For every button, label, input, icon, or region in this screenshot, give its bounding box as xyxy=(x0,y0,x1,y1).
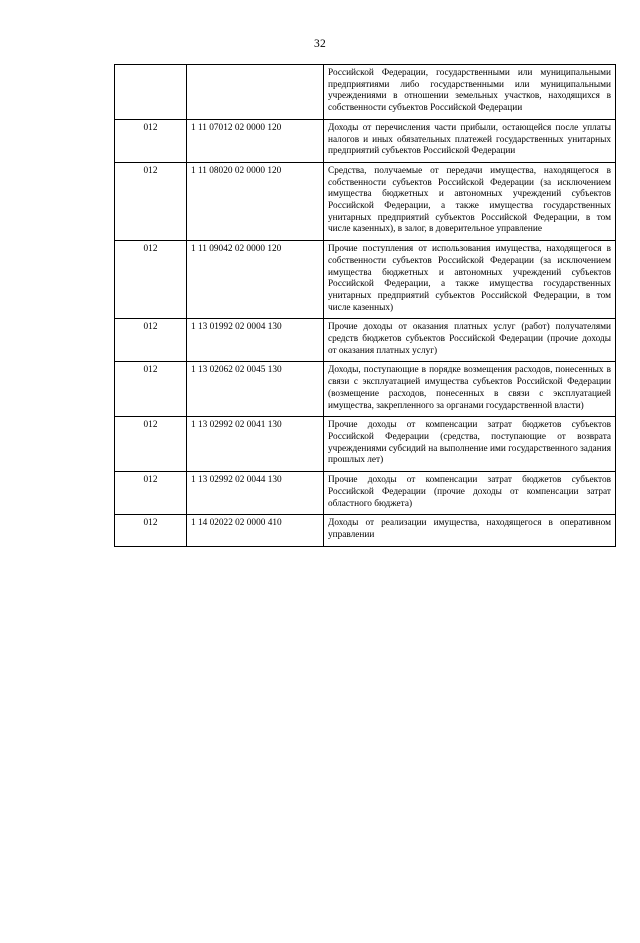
row-name-cell: Доходы от реализации имущества, находящегося в оперативном управлении xyxy=(324,515,616,546)
row-kbk-cell: 1 13 02062 02 0045 130 xyxy=(187,362,324,417)
page-number: 32 xyxy=(314,38,326,50)
row-name-cell: Российской Федерации, государственными или муниципальными предприятиями либо государственными или муниципальными учреждениями в отношении земельных участков, находящихся в собственности субъектов Российской Федерации xyxy=(324,65,616,120)
row-code-cell xyxy=(115,65,187,120)
row-name-cell: Прочие доходы от оказания платных услуг (работ) получателями средств бюджетов субъектов Российской Федерации (прочие доходы от оказания платных услуг) xyxy=(324,319,616,362)
row-code-cell: 012 xyxy=(115,515,187,546)
row-kbk-cell: 1 13 02992 02 0041 130 xyxy=(187,417,324,472)
row-kbk-cell: 1 13 02992 02 0044 130 xyxy=(187,472,324,515)
row-name-cell: Прочие доходы от компенсации затрат бюджетов субъектов Российской Федерации (средства, поступающие от возврата учреждениями субсидий на выполнение ими государственного задания прошлых лет) xyxy=(324,417,616,472)
table-row xyxy=(115,119,616,162)
document-page xyxy=(0,38,640,943)
row-code-cell: 012 xyxy=(115,472,187,515)
row-kbk-cell: 1 13 01992 02 0004 130 xyxy=(187,319,324,362)
table-row xyxy=(115,162,616,240)
row-code-cell: 012 xyxy=(115,119,187,162)
row-kbk-cell: 1 11 08020 02 0000 120 xyxy=(187,162,324,240)
row-name-cell: Средства, получаемые от передачи имущества, находящегося в собственности субъектов Российской Федерации (за исключением имущества бюджетных и автономных учреждений субъектов Российской Федерации, а также имущества государственных унитарных предприятий субъектов Российской Федерации, в том числе казенных), в залог, в доверительное управление xyxy=(324,162,616,240)
row-name-cell: Прочие доходы от компенсации затрат бюджетов субъектов Российской Федерации (прочие доходы от компенсации затрат областного бюджета) xyxy=(324,472,616,515)
row-code-cell: 012 xyxy=(115,319,187,362)
table-body xyxy=(115,65,616,547)
row-code-cell: 012 xyxy=(115,241,187,319)
table-row xyxy=(115,241,616,319)
table-row xyxy=(115,362,616,417)
row-code-cell: 012 xyxy=(115,162,187,240)
row-name-cell: Доходы от перечисления части прибыли, остающейся после уплаты налогов и иных обязательных платежей государственных унитарных предприятий субъектов Российской Федерации xyxy=(324,119,616,162)
row-name-cell: Доходы, поступающие в порядке возмещения расходов, понесенных в связи с эксплуатацией имущества субъектов Российской Федерации (возмещение расходов, понесенных в связи с эксплуатацией имущества, закрепленного за органами государственной власти) xyxy=(324,362,616,417)
row-kbk-cell: 1 14 02022 02 0000 410 xyxy=(187,515,324,546)
row-name-cell: Прочие поступления от использования имущества, находящегося в собственности субъектов Российской Федерации (за исключением имущества бюджетных и автономных учреждений субъектов Российской Федерации, а также имущества государственных унитарных предприятий субъектов Российской Федерации, в том числе казенных) xyxy=(324,241,616,319)
row-kbk-cell: 1 11 07012 02 0000 120 xyxy=(187,119,324,162)
table-row xyxy=(115,319,616,362)
table-row xyxy=(115,515,616,546)
table-row xyxy=(115,472,616,515)
table-row xyxy=(115,417,616,472)
budget-revenue-table xyxy=(114,64,616,547)
row-code-cell: 012 xyxy=(115,362,187,417)
row-code-cell: 012 xyxy=(115,417,187,472)
row-kbk-cell: 1 11 09042 02 0000 120 xyxy=(187,241,324,319)
table-row xyxy=(115,65,616,120)
row-kbk-cell xyxy=(187,65,324,120)
